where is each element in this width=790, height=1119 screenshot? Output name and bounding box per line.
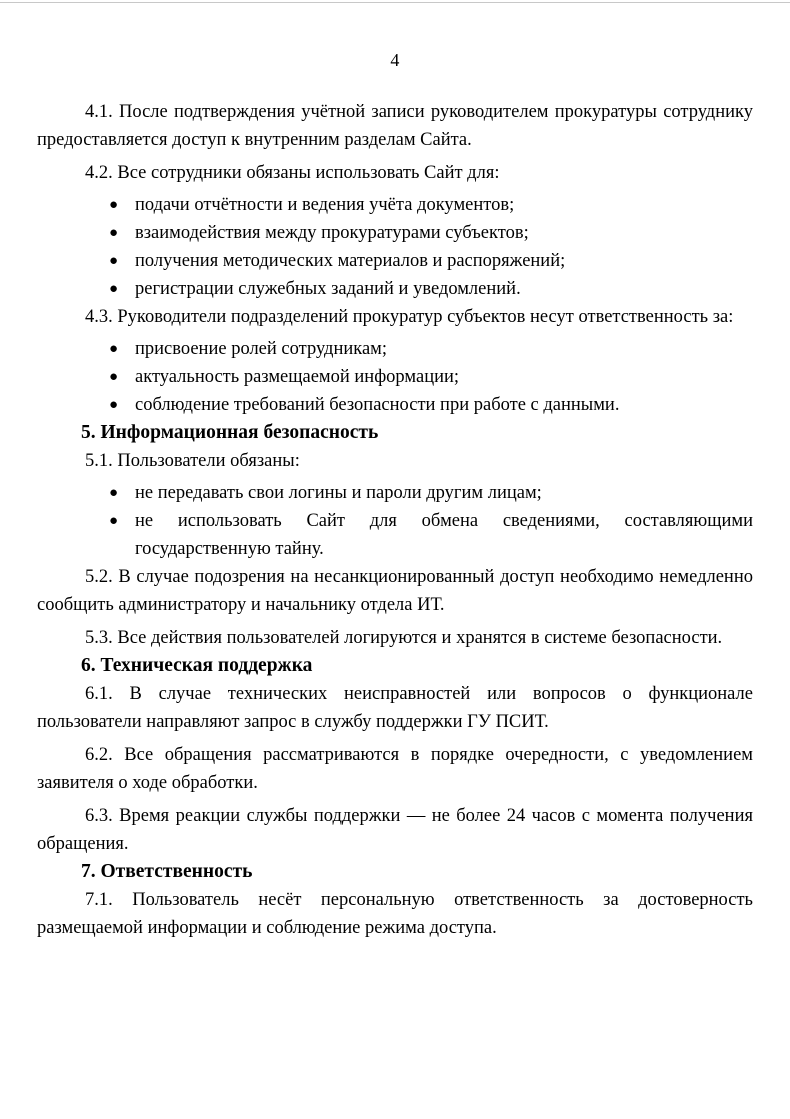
list-item-label: не использовать Сайт для обмена сведениями, составляющими государственную тайну.: [135, 511, 753, 559]
section-heading-6: 6. Техническая поддержка: [81, 655, 313, 676]
page-number: 4: [390, 50, 400, 70]
bullet-icon: ●: [109, 513, 119, 529]
paragraph-4-2: 4.2. Все сотрудники обязаны использовать Сайт для:: [85, 163, 500, 183]
list-item: [37, 275, 753, 303]
section-heading-7: 7. Ответственность: [81, 861, 253, 882]
bullet-icon: ●: [109, 253, 119, 269]
list-item-label: не передавать свои логины и пароли другим лицам;: [135, 483, 542, 503]
list-item: [37, 335, 753, 363]
paragraph-5-2: 5.2. В случае подозрения на несанкционированный доступ необходимо немедленно сообщить администратору и начальнику отдела ИТ.: [37, 567, 753, 615]
list-item-label: взаимодействия между прокуратурами субъектов;: [135, 223, 529, 243]
bullet-list-4-3: [37, 335, 753, 419]
list-item: [37, 391, 753, 419]
bullet-icon: ●: [109, 281, 119, 297]
list-item-label: соблюдение требований безопасности при работе с данными.: [135, 395, 620, 415]
bullet-icon: ●: [109, 197, 119, 213]
paragraph-6-3: 6.3. Время реакции службы поддержки — не более 24 часов с момента получения обращения.: [37, 806, 753, 854]
paragraph-6-1: 6.1. В случае технических неисправностей или вопросов о функционале пользователи направляют запрос в службу поддержки ГУ ПСИТ.: [37, 684, 753, 732]
list-item: [37, 479, 753, 507]
document-body: [0, 98, 790, 942]
bullet-list-5-1: [37, 479, 753, 563]
paragraph-4-3: 4.3. Руководители подразделений прокуратур субъектов несут ответственность за:: [85, 307, 734, 327]
list-item: [37, 247, 753, 275]
paragraph-6-2: 6.2. Все обращения рассматриваются в порядке очередности, с уведомлением заявителя о ходе обработки.: [37, 745, 753, 793]
paragraph-5-3: 5.3. Все действия пользователей логируются и хранятся в системе безопасности.: [85, 628, 723, 648]
list-item: [37, 363, 753, 391]
list-item: [37, 191, 753, 219]
bullet-icon: ●: [109, 369, 119, 385]
list-item-label: актуальность размещаемой информации;: [135, 367, 460, 387]
bullet-icon: ●: [109, 397, 119, 413]
bullet-icon: ●: [109, 341, 119, 357]
list-item-label: подачи отчётности и ведения учёта документов;: [135, 195, 515, 215]
bullet-icon: ●: [109, 225, 119, 241]
bullet-list-4-2: [37, 191, 753, 303]
list-item: [37, 219, 753, 247]
list-item-label: получения методических материалов и распоряжений;: [135, 251, 566, 271]
paragraph-4-1: 4.1. После подтверждения учётной записи руководителем прокуратуры сотруднику предоставляется доступ к внутренним разделам Сайта.: [37, 102, 753, 150]
list-item: [37, 507, 753, 563]
paragraph-5-1: 5.1. Пользователи обязаны:: [85, 451, 300, 471]
section-heading-5: 5. Информационная безопасность: [81, 422, 379, 443]
list-item-label: регистрации служебных заданий и уведомлений.: [135, 279, 521, 299]
bullet-icon: ●: [109, 485, 119, 501]
list-item-label: присвоение ролей сотрудникам;: [135, 339, 388, 359]
paragraph-7-1: 7.1. Пользователь несёт персональную ответственность за достоверность размещаемой информации и соблюдение режима доступа.: [37, 890, 753, 938]
